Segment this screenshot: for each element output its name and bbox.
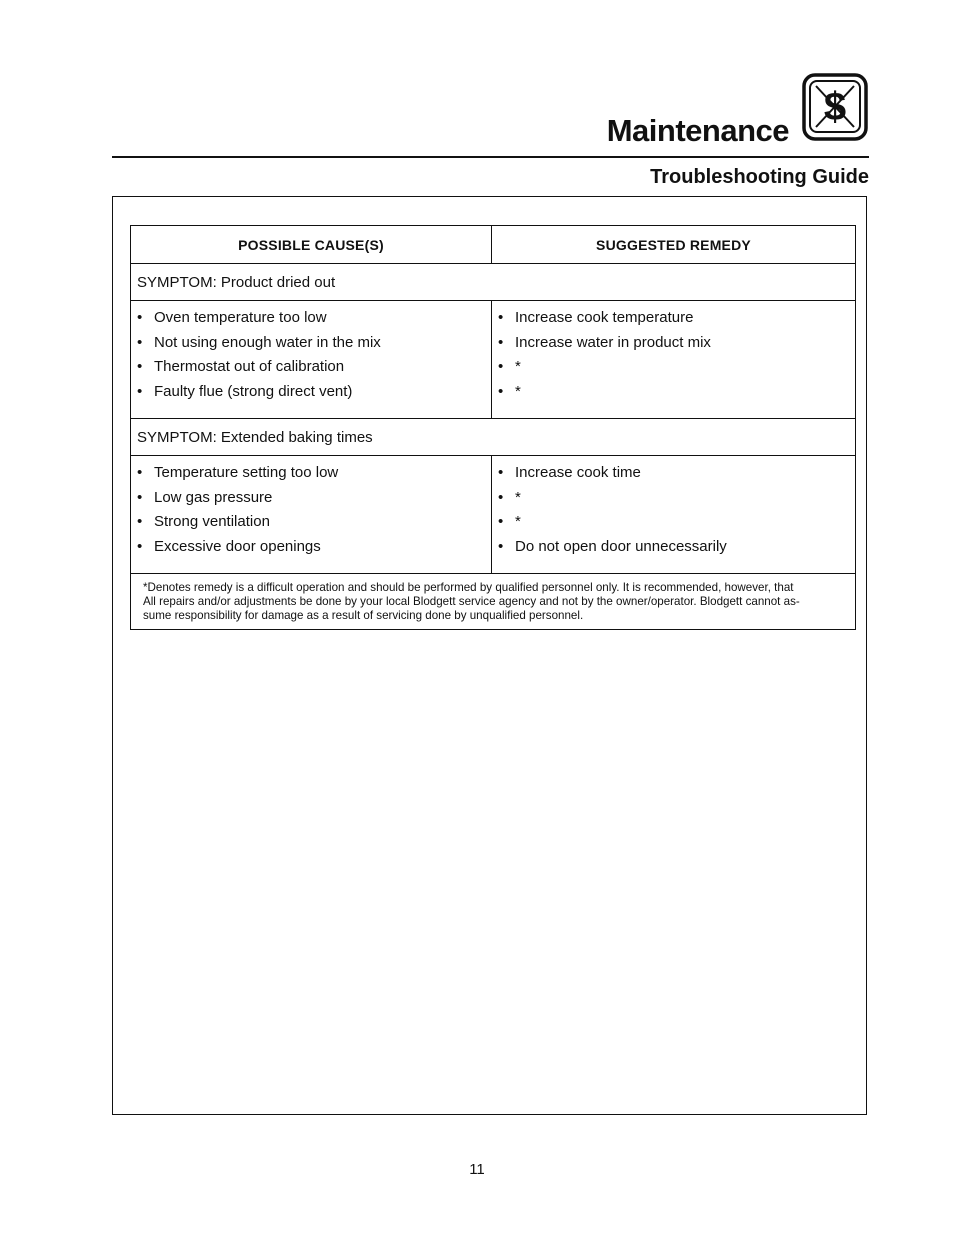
footnote-line: *Denotes remedy is a difficult operation and should be performed by qualified personnel only. It is recommended, however, that: [143, 581, 794, 594]
symptom-row: [131, 419, 856, 456]
list-item: • Strong ventilation: [137, 510, 491, 535]
list-item: • *: [498, 510, 855, 535]
table-header-row: [131, 226, 856, 264]
list-item: • *: [498, 486, 855, 511]
list-item: • Oven temperature too low: [137, 306, 491, 331]
dollar-sign-crossed-icon: [802, 73, 868, 141]
causes-list: [131, 456, 491, 560]
footnote: [131, 574, 856, 630]
remedies-list: [492, 301, 855, 405]
list-item: • Low gas pressure: [137, 486, 491, 511]
causes-list: [131, 301, 491, 405]
column-header-remedy: SUGGESTED REMEDY: [492, 226, 856, 264]
list-item: • Not using enough water in the mix: [137, 331, 491, 356]
list-item: • Increase water in product mix: [498, 331, 855, 356]
symptom-title: SYMPTOM: Product dried out: [131, 264, 856, 301]
list-item: • Do not open door unnecessarily: [498, 535, 855, 560]
table-row: [131, 456, 856, 574]
table-row: [131, 301, 856, 419]
section-title: Troubleshooting Guide: [650, 166, 869, 188]
page-title: Maintenance: [606, 113, 789, 148]
list-item: • Thermostat out of calibration: [137, 355, 491, 380]
remedies-cell: [492, 456, 856, 574]
footnote-row: [131, 574, 856, 630]
page-number: 11: [469, 1161, 485, 1178]
list-item: • Faulty flue (strong direct vent): [137, 380, 491, 405]
list-item: • Temperature setting too low: [137, 461, 491, 486]
footnote-line: sume responsibility for damage as a result of servicing done by unqualified personnel.: [143, 609, 584, 622]
list-item: • Increase cook temperature: [498, 306, 855, 331]
list-item: • *: [498, 380, 855, 405]
list-item: • *: [498, 355, 855, 380]
troubleshooting-table: [130, 225, 856, 630]
header-rule: [112, 156, 869, 158]
svg-text:$: $: [823, 85, 847, 129]
causes-cell: [131, 301, 492, 419]
remedies-list: [492, 456, 855, 560]
remedies-cell: [492, 301, 856, 419]
symptom-title: SYMPTOM: Extended baking times: [131, 419, 856, 456]
column-header-causes: POSSIBLE CAUSE(S): [131, 226, 492, 264]
footnote-line: All repairs and/or adjustments be done by your local Blodgett service agency and not by the owner/operator. Blodgett cannot as-: [143, 595, 800, 608]
symptom-row: [131, 264, 856, 301]
list-item: • Excessive door openings: [137, 535, 491, 560]
list-item: • Increase cook time: [498, 461, 855, 486]
causes-cell: [131, 456, 492, 574]
